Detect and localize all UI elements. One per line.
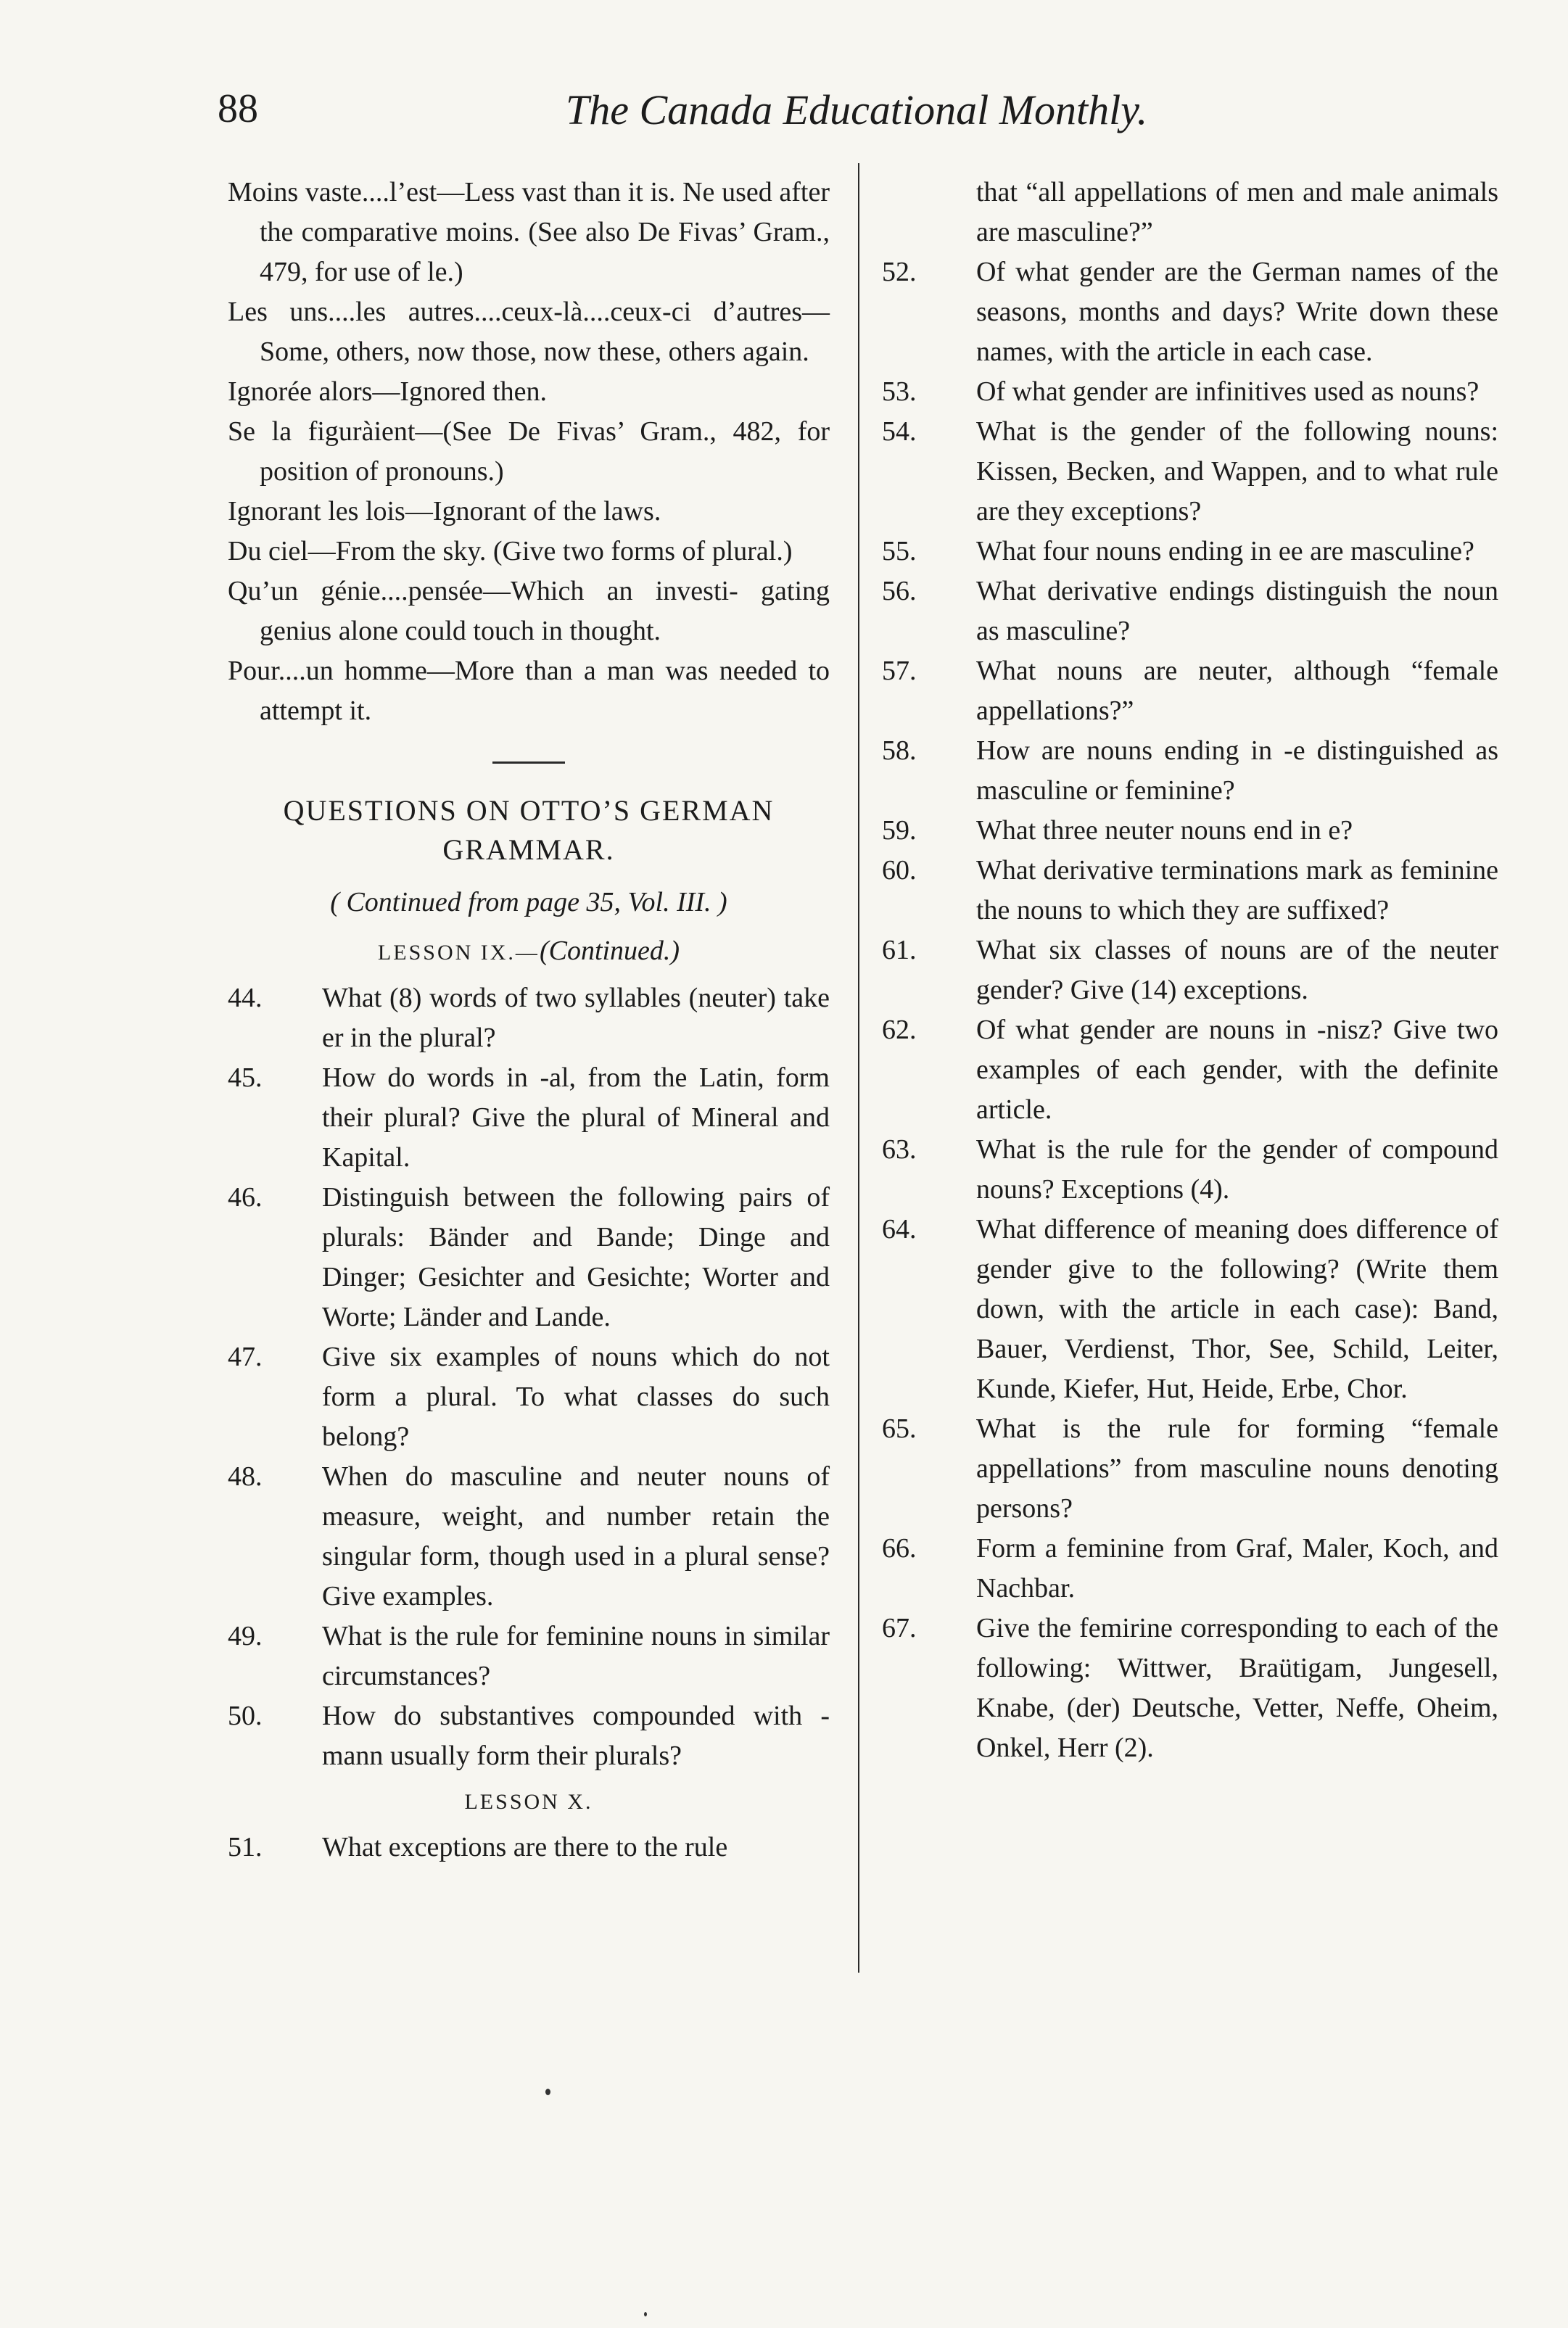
left-column <box>228 173 830 1867</box>
question-item: 47. Give six examples of nouns which do not form a plural. To what classes do such belong? <box>228 1342 830 1452</box>
question-item: 58. How are nouns ending in -e distinguished as masculine or feminine? <box>882 735 1498 806</box>
question-list <box>228 978 830 1776</box>
lesson-heading: LESSON IX.—(Continued.) <box>377 936 680 966</box>
right-column <box>882 173 1498 1768</box>
print-speck <box>644 2312 647 2316</box>
question-item: 52. Of what gender are the German names of the seasons, months and days? Write down these names, with the article in each case. <box>882 257 1498 367</box>
running-title: The Canada Educational Monthly. <box>566 86 1148 133</box>
question-item: 55. What four nouns ending in ee are masculine? <box>882 536 1474 566</box>
question-item: 46. Distinguish between the following pairs of plurals: Bänder and Bande; Dinge and Dinger; Gesichter and Gesichte; Worter and Worte; Länder and Lande. <box>228 1182 830 1332</box>
page-number: 88 <box>218 86 258 131</box>
section-title: QUESTIONS ON OTTO’S GERMAN GRAMMAR. <box>283 794 775 866</box>
question-item: 44. What (8) words of two syllables (neuter) take er in the plural? <box>228 983 830 1053</box>
question-item: 54. What is the gender of the following nouns: Kissen, Becken, and Wappen, and to what rule are they exceptions? <box>882 416 1498 527</box>
question-item: 45. How do words in -al, from the Latin, form their plural? Give the plural of Mineral and Kapital. <box>228 1062 830 1173</box>
print-speck <box>545 2089 550 2095</box>
glossary-entry: Les uns....les autres....ceux-là....ceux-ci d’autres—Some, others, now those, now these, others again. <box>228 297 830 367</box>
question-item: 56. What derivative endings distinguish the noun as masculine? <box>882 576 1498 646</box>
glossary-entry: Pour....un homme—More than a man was needed to attempt it. <box>228 656 830 726</box>
glossary-entry: Se la figuràient—(See De Fivas’ Gram., 482, for position of pronouns.) <box>228 416 830 487</box>
question-item: 61. What six classes of nouns are of the neuter gender? Give (14) exceptions. <box>882 935 1498 1005</box>
question-item: 59. What three neuter nouns end in e? <box>882 815 1353 846</box>
question-item: 48. When do masculine and neuter nouns of measure, weight, and number retain the singular form, though used in a plural sense? Give examples. <box>228 1461 830 1611</box>
page-header <box>218 86 1204 151</box>
continued-note: ( Continued from page 35, Vol. III. ) <box>330 887 727 917</box>
glossary-entry: Du ciel—From the sky. (Give two forms of plural.) <box>228 536 793 566</box>
glossary <box>228 173 830 731</box>
question-item: 64. What difference of meaning does difference of gender give to the following? (Write them down, with the article in each case): Band, Bauer, Verdienst, Thor, See, Schild, Leiter, Kunde, Kiefer, Hut, Heide, Erbe, Chor. <box>882 1214 1498 1404</box>
question-item: 60. What derivative terminations mark as feminine the nouns to which they are suffixed? <box>882 855 1498 925</box>
question-item: 57. What nouns are neuter, although “female appellations?” <box>882 656 1498 726</box>
glossary-entry: Ignorant les lois—Ignorant of the laws. <box>228 496 661 527</box>
glossary-entry: Moins vaste....l’est—Less vast than it is. Ne used after the comparative moins. (See also De Fivas’ Gram., 479, for use of le.) <box>228 177 830 287</box>
glossary-entry: Qu’un génie....pensée—Which an investi- gating genius alone could touch in thought. <box>228 576 830 646</box>
lesson-heading: LESSON X. <box>464 1790 593 1814</box>
column-divider <box>858 163 859 1973</box>
question-item: 66. Form a feminine from Graf, Maler, Koch, and Nachbar. <box>882 1533 1498 1603</box>
question-item: 50. How do substantives compounded with -mann usually form their plurals? <box>228 1701 830 1771</box>
question-item: 53. Of what gender are infinitives used as nouns? <box>882 376 1480 407</box>
section-rule <box>492 761 565 764</box>
question-item: 49. What is the rule for feminine nouns in similar circumstances? <box>228 1621 830 1691</box>
question-item: 62. Of what gender are nouns in -nisz? Give two examples of each gender, with the definite article. <box>882 1015 1498 1125</box>
question-item: 67. Give the femirine corresponding to each of the following: Wittwer, Braütigam, Jungesell, Knabe, (der) Deutsche, Vetter, Neffe, Oheim, Onkel, Herr (2). <box>882 1613 1498 1763</box>
question-item: 51. What exceptions are there to the rule <box>228 1832 728 1862</box>
glossary-entry: Ignorée alors—Ignored then. <box>228 376 548 407</box>
question-item: 63. What is the rule for the gender of compound nouns? Exceptions (4). <box>882 1134 1498 1205</box>
question-continuation: that “all appellations of men and male animals are masculine?” <box>976 177 1498 247</box>
question-item: 65. What is the rule for forming “female appellations” from masculine nouns denoting persons? <box>882 1413 1498 1524</box>
